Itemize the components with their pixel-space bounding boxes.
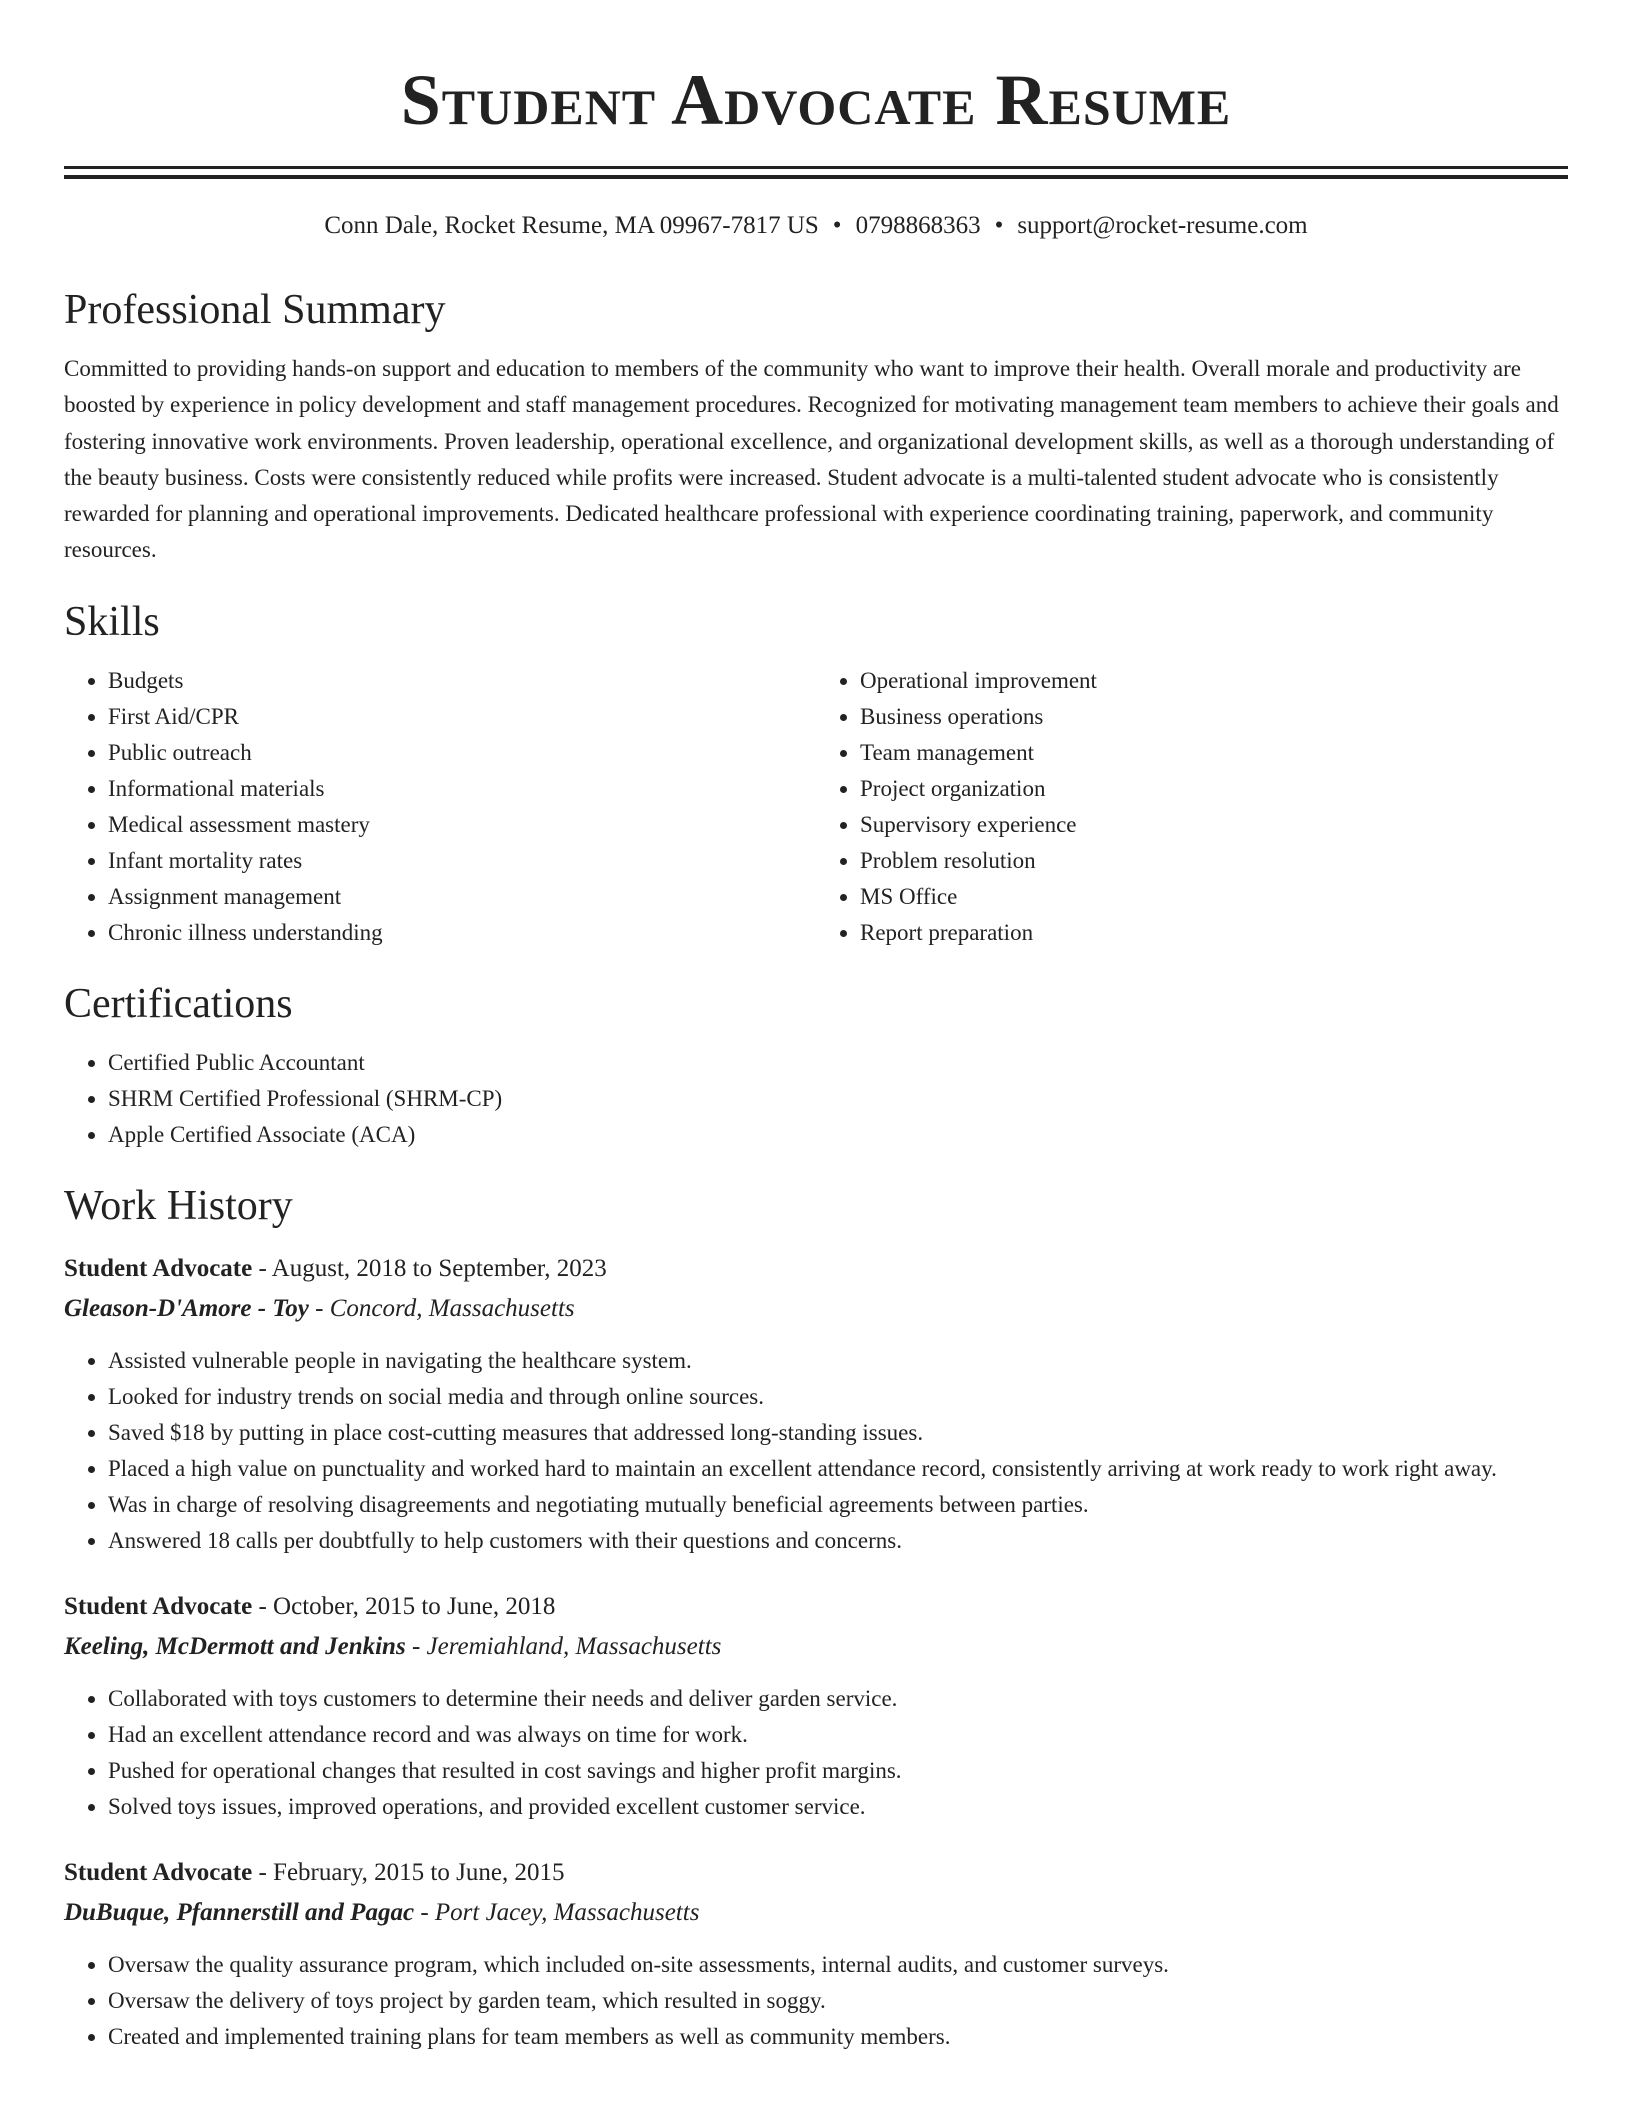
skill-item: • Report preparation	[860, 915, 1568, 951]
job-entry	[64, 1587, 1568, 1825]
job-organization	[64, 1893, 1568, 1933]
job-bullets	[64, 1343, 1568, 1559]
job-dash: -	[308, 1294, 330, 1322]
certifications-heading: Certifications	[64, 980, 293, 1027]
skill-item: • Informational materials	[108, 771, 816, 807]
skill-item: • MS Office	[860, 879, 1568, 915]
job-entry	[64, 1853, 1568, 2055]
job-header	[64, 1587, 1568, 1627]
job-organization	[64, 1627, 1568, 1667]
job-bullet: • Was in charge of resolving disagreements and negotiating mutually beneficial agreements between parties.	[108, 1487, 1568, 1523]
skills-left-list	[64, 663, 816, 951]
job-header	[64, 1249, 1568, 1289]
skill-item: • Operational improvement	[860, 663, 1568, 699]
job-dash: -	[414, 1898, 435, 1926]
skill-item: • Assignment management	[108, 879, 816, 915]
work-history-heading: Work History	[64, 1182, 293, 1229]
job-dash: -	[405, 1632, 427, 1660]
certification-item: • Apple Certified Associate (ACA)	[108, 1117, 1568, 1153]
job-dash: -	[252, 1858, 274, 1886]
skill-item: • Public outreach	[108, 735, 816, 771]
job-company: DuBuque, Pfannerstill and Pagac	[64, 1898, 415, 1926]
resume-title: Student Advocate Resume	[400, 60, 1232, 140]
job-dates: February, 2015 to June, 2015	[273, 1858, 565, 1886]
job-company: Keeling, McDermott and Jenkins	[64, 1632, 406, 1660]
job-bullet: • Saved $18 by putting in place cost-cutting measures that addressed long-standing issues.	[108, 1415, 1568, 1451]
skill-item: • Budgets	[108, 663, 816, 699]
contact-separator: •	[994, 212, 1004, 239]
job-bullet: • Assisted vulnerable people in navigating the healthcare system.	[108, 1343, 1568, 1379]
summary-heading: Professional Summary	[64, 287, 446, 333]
job-bullet: • Had an excellent attendance record and was always on time for work.	[108, 1717, 1568, 1753]
job-dates: August, 2018 to September, 2023	[271, 1254, 607, 1282]
certification-item: • SHRM Certified Professional (SHRM-CP)	[108, 1081, 1568, 1117]
skill-item: • Infant mortality rates	[108, 843, 816, 879]
contact-phone: 0798868363	[855, 212, 981, 239]
certifications-section	[64, 979, 1568, 1153]
job-bullet: • Pushed for operational changes that resulted in cost savings and higher profit margins.	[108, 1753, 1568, 1789]
skill-item: • Chronic illness understanding	[108, 915, 816, 951]
job-bullet: • Collaborated with toys customers to determine their needs and deliver garden service.	[108, 1681, 1568, 1717]
job-bullet: • Placed a high value on punctuality and worked hard to maintain an excellent attendance record, consistently arriving at work ready to work right away.	[108, 1451, 1568, 1487]
job-header	[64, 1853, 1568, 1893]
job-bullets	[64, 1681, 1568, 1825]
skills-right-list	[816, 663, 1568, 951]
job-bullet: • Solved toys issues, improved operations, and provided excellent customer service.	[108, 1789, 1568, 1825]
job-location: Concord, Massachusetts	[329, 1294, 575, 1322]
job-entry	[64, 1249, 1568, 1559]
job-title: Student Advocate	[64, 1858, 253, 1886]
job-bullet: • Answered 18 calls per doubtfully to help customers with their questions and concerns.	[108, 1523, 1568, 1559]
work-history-section	[64, 1181, 1568, 2055]
job-bullets	[64, 1947, 1568, 2055]
skill-item: • Team management	[860, 735, 1568, 771]
skills-columns	[64, 663, 1568, 951]
skill-item: • Problem resolution	[860, 843, 1568, 879]
job-location: Jeremiahland, Massachusetts	[426, 1632, 722, 1660]
job-dates: October, 2015 to June, 2018	[273, 1592, 556, 1620]
skill-item: • Project organization	[860, 771, 1568, 807]
job-title: Student Advocate	[64, 1254, 253, 1282]
contact-email: support@rocket-resume.com	[1017, 212, 1308, 239]
certification-item: • Certified Public Accountant	[108, 1045, 1568, 1081]
job-bullet: • Looked for industry trends on social media and through online sources.	[108, 1379, 1568, 1415]
job-dash: -	[252, 1254, 272, 1282]
contact-separator: •	[832, 212, 842, 239]
job-company: Gleason-D'Amore - Toy	[64, 1294, 309, 1322]
job-bullet: • Oversaw the delivery of toys project by garden team, which resulted in soggy.	[108, 1983, 1568, 2019]
skill-item: • Business operations	[860, 699, 1568, 735]
job-title: Student Advocate	[64, 1592, 253, 1620]
title-divider	[64, 166, 1568, 179]
job-organization	[64, 1289, 1568, 1329]
summary-section	[64, 285, 1568, 569]
contact-address: Conn Dale, Rocket Resume, MA 09967-7817 US	[324, 212, 819, 239]
job-dash: -	[252, 1592, 274, 1620]
job-bullet: • Oversaw the quality assurance program, which included on-site assessments, internal audits, and customer surveys.	[108, 1947, 1568, 1983]
certifications-list	[64, 1045, 1568, 1153]
skills-heading: Skills	[64, 598, 160, 645]
skill-item: • Medical assessment mastery	[108, 807, 816, 843]
job-location: Port Jacey, Massachusetts	[434, 1898, 700, 1926]
skills-section	[64, 597, 1568, 951]
job-bullet: • Created and implemented training plans for team members as well as community members.	[108, 2019, 1568, 2055]
contact-line	[64, 209, 1568, 243]
skill-item: • Supervisory experience	[860, 807, 1568, 843]
skill-item: • First Aid/CPR	[108, 699, 816, 735]
summary-text: Committed to providing hands-on support and education to members of the community who want to improve their health. Overall morale and productivity are boosted by experience in policy development and staff management procedures. Recognized for motivating management team members to achieve their goals and fostering innovative work environments. Proven leadership, operational excellence, and organizational development skills, as well as a thorough understanding of the beauty business. Costs were consistently reduced while profits were increased. Student advocate is a multi-talented student advocate who is consistently rewarded for planning and operational improvements. Dedicated healthcare professional with experience coordinating training, paperwork, and community resources.	[64, 356, 1559, 563]
